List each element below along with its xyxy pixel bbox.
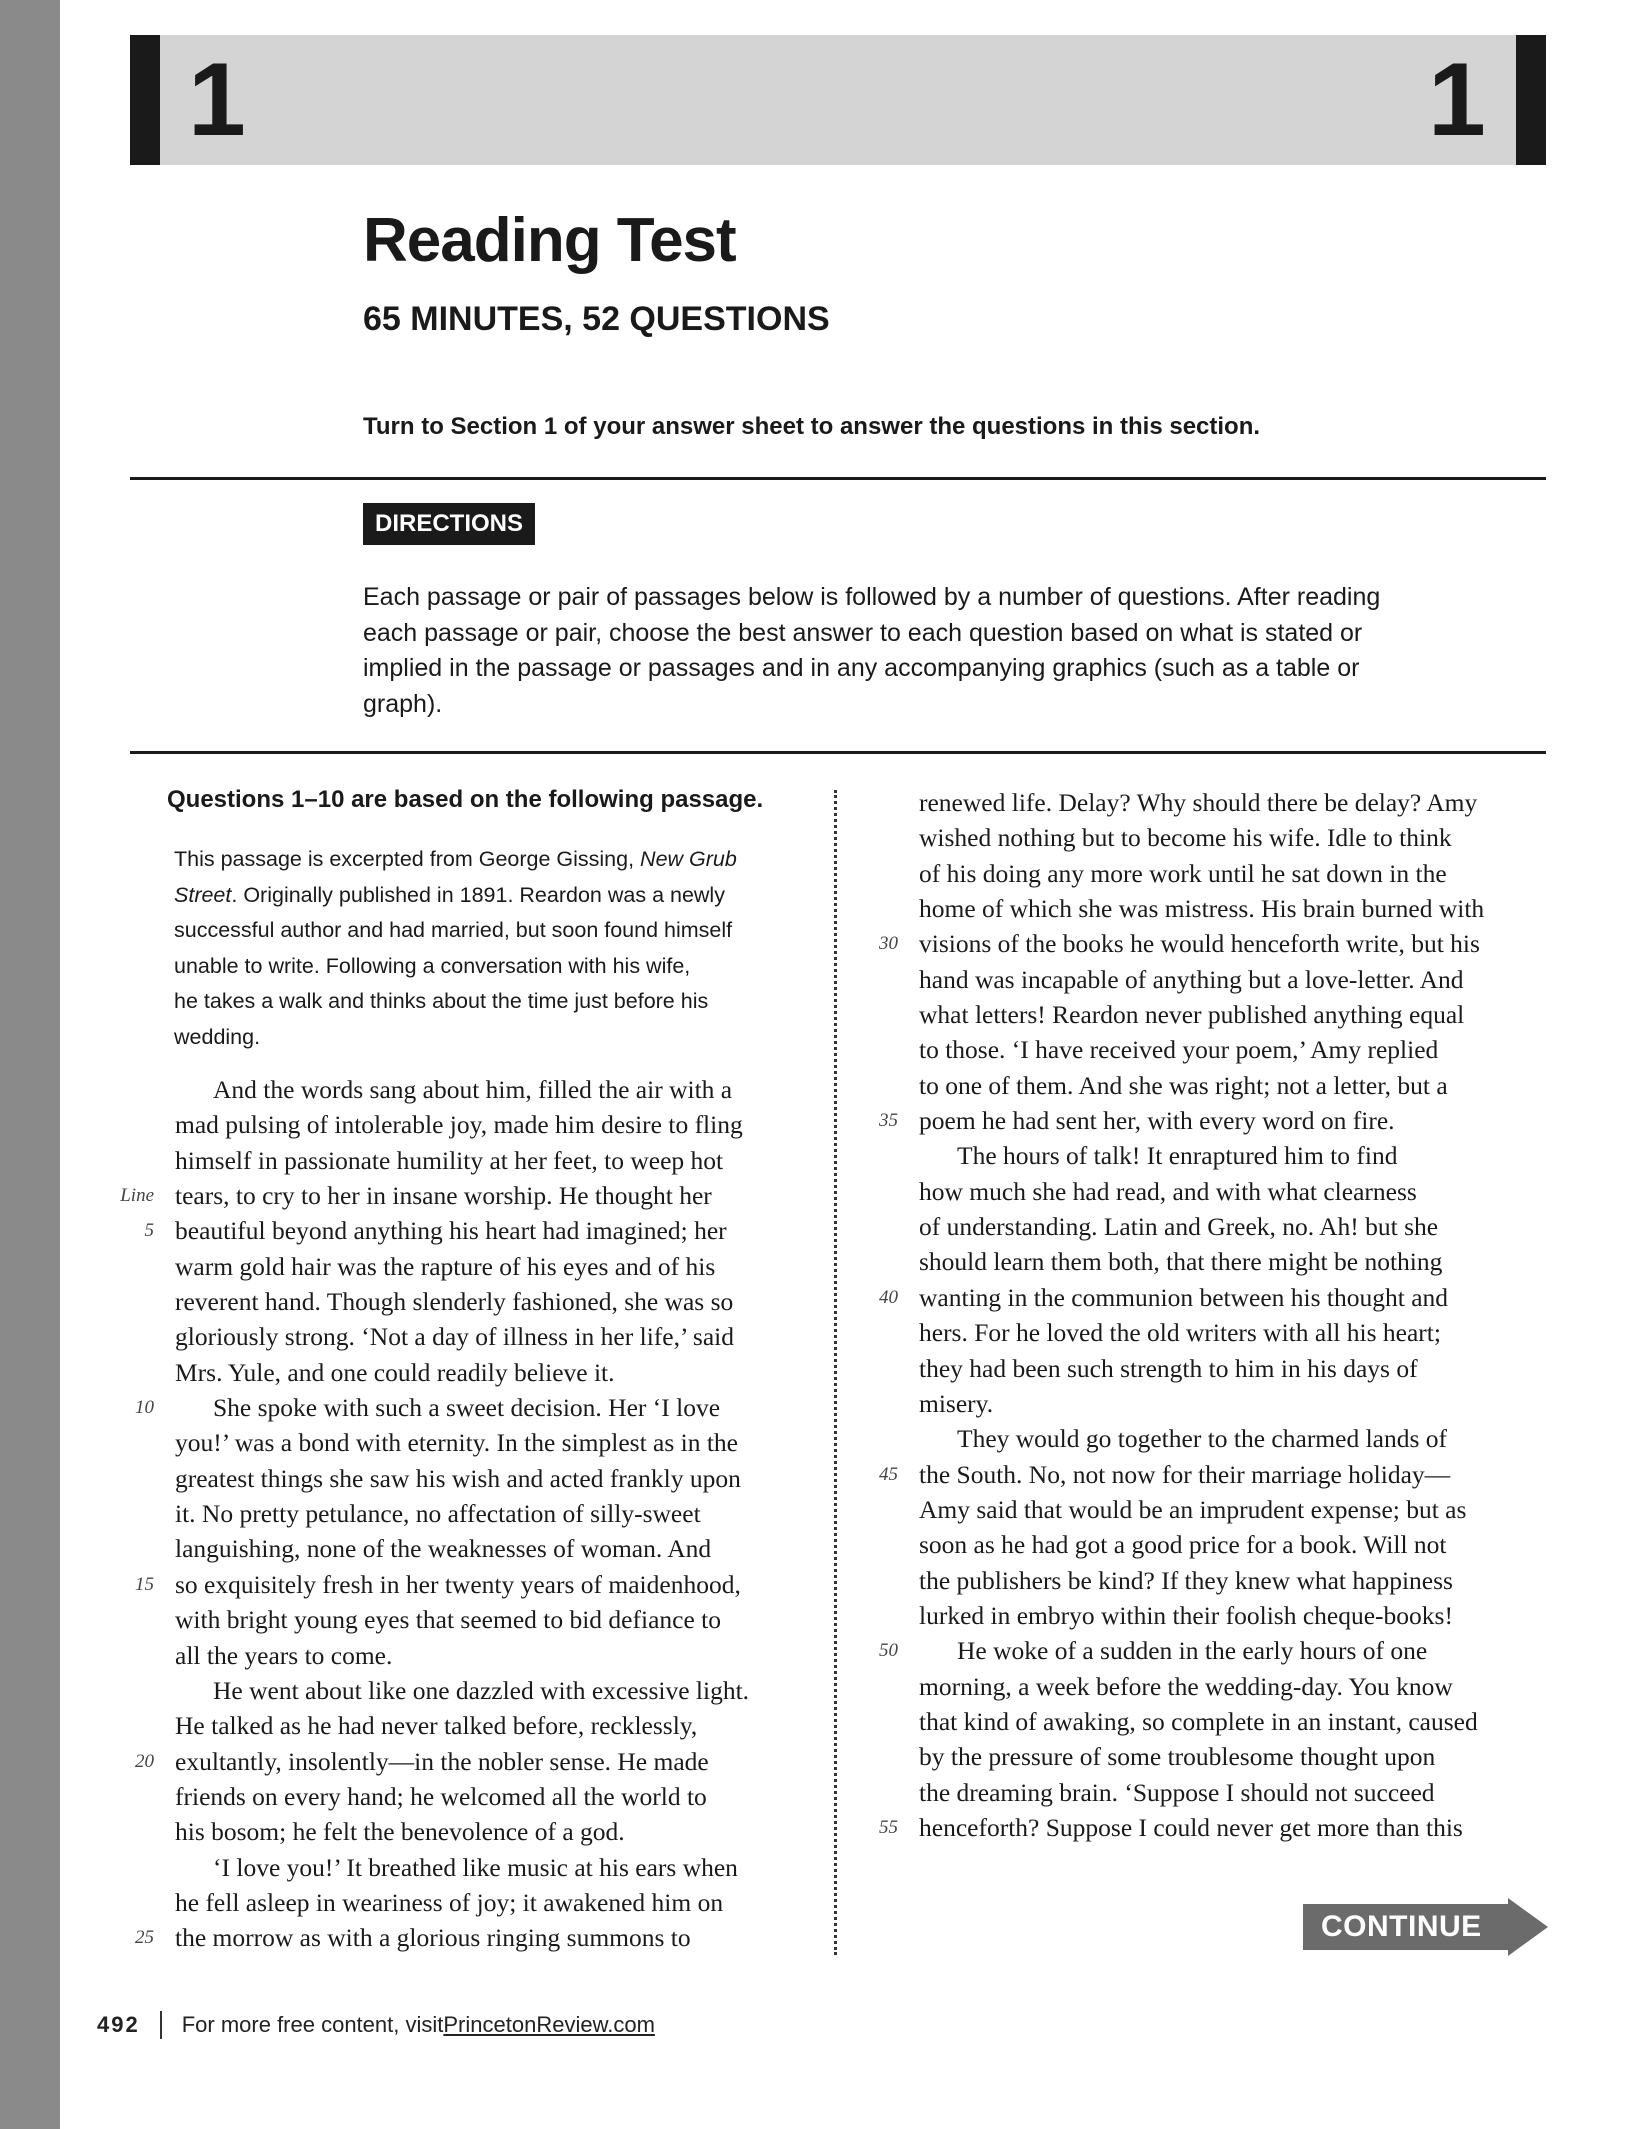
passage-line-text: he fell asleep in weariness of joy; it awakened him on [175, 1887, 724, 1917]
passage-line [175, 1885, 815, 1920]
passage-line [175, 1143, 815, 1178]
passage-line [144, 1213, 815, 1248]
passage-line [879, 1810, 1549, 1845]
passage-line-text: Mrs. Yule, and one could readily believe it. [175, 1357, 615, 1387]
footer-text: For more free content, visit [181, 2012, 444, 2037]
passage-line-text: morning, a week before the wedding-day. You know [919, 1671, 1453, 1701]
directions-line: each passage or pair, choose the best answer to each question based on what is stated or [363, 618, 1363, 647]
section-number-right: 1 [1428, 42, 1486, 158]
passage-line-text: it. No pretty petulance, no affectation of silly-sweet [175, 1499, 701, 1529]
source-text: he takes a walk and thinks about the time just before his [174, 989, 709, 1013]
passage-line [175, 1496, 815, 1531]
passage-line-text: exultantly, insolently—in the nobler sense. He made [175, 1746, 709, 1776]
line-number: 5 [144, 1220, 154, 1242]
passage-line [919, 1421, 1549, 1456]
passage-line [919, 962, 1549, 997]
passage-line [175, 1249, 815, 1284]
passage-line-text: henceforth? Suppose I could never get more than this [919, 1812, 1463, 1842]
passage-line [919, 1527, 1549, 1562]
passage-line-text: They would go together to the charmed lands of [957, 1424, 1448, 1454]
passage-line [879, 1103, 1549, 1138]
passage-column-right [879, 785, 1549, 1845]
passage-line [919, 856, 1549, 891]
passage-line [919, 785, 1549, 820]
header-bar-left [130, 35, 160, 165]
passage-line [919, 1138, 1549, 1173]
passage-line-text: He talked as he had never talked before, recklessly, [175, 1711, 698, 1741]
passage-line-text: his bosom; he felt the benevolence of a god. [175, 1817, 625, 1847]
passage-line-text: Amy said that would be an imprudent expense; but as [919, 1494, 1467, 1524]
passage-line-text: with bright young eyes that seemed to bid defiance to [175, 1605, 721, 1635]
source-text: wedding. [174, 1024, 261, 1049]
passage-line-text: mad pulsing of intolerable joy, made him desire to fling [175, 1110, 743, 1140]
passage-line-text: ‘I love you!’ It breathed like music at his ears when [213, 1852, 738, 1882]
passage-line [919, 820, 1549, 855]
source-text: . Originally published in 1891. Reardon was a newly [231, 882, 725, 907]
passage-line-text: tears, to cry to her in insane worship. He thought her [175, 1181, 712, 1211]
passage-line-text: himself in passionate humility at her feet, to weep hot [175, 1145, 724, 1175]
passage-line [919, 1704, 1549, 1739]
passage-line [919, 1174, 1549, 1209]
passage-line-text: renewed life. Delay? Why should there be delay? Amy [919, 788, 1478, 817]
passage-line [175, 1708, 815, 1743]
passage-line-text: to those. ‘I have received your poem,’ Amy replied [919, 1035, 1439, 1065]
passage-line-text: friends on every hand; he welcomed all the world to [175, 1781, 707, 1811]
passage-line-text: languishing, none of the weaknesses of woman. And [175, 1534, 712, 1564]
passage-line [175, 1461, 815, 1496]
passage-line [175, 1107, 815, 1142]
divider-top [130, 477, 1546, 480]
passage-line-text: what letters! Reardon never published anything equal [919, 1000, 1465, 1030]
passage-line-text: hers. For he loved the old writers with all his heart; [919, 1318, 1441, 1348]
passage-line-text: poem he had sent her, with every word on fire. [919, 1106, 1395, 1136]
passage-line [135, 1744, 815, 1779]
line-number: 55 [879, 1816, 898, 1838]
passage-line-text: soon as he had got a good price for a book. Will not [919, 1530, 1447, 1560]
line-label: Line [120, 1185, 154, 1207]
passage-line [175, 1602, 815, 1637]
passage-line [879, 926, 1549, 961]
passage-line-text: you!’ was a bond with eternity. In the simplest as in the [175, 1428, 739, 1458]
passage-line [919, 1209, 1549, 1244]
line-number: 30 [879, 933, 898, 955]
line-number: 40 [879, 1286, 898, 1308]
passage-line [175, 1284, 815, 1319]
passage-line-text: to one of them. And she was right; not a letter, but a [919, 1070, 1448, 1100]
page-subtitle: 65 MINUTES, 52 QUESTIONS [363, 300, 830, 338]
passage-line [175, 1673, 815, 1708]
source-text: This passage is excerpted from George Gissing, [174, 847, 641, 871]
passage-line-text: greatest things she saw his wish and acted frankly upon [175, 1463, 741, 1493]
line-number: 15 [135, 1573, 154, 1595]
line-number: 50 [879, 1640, 898, 1662]
page-edge-strip [0, 0, 60, 2129]
passage-line [175, 1638, 815, 1673]
passage-line [879, 1280, 1549, 1315]
passage-line-text: the publishers be kind? If they knew what happiness [919, 1565, 1453, 1595]
directions-label: DIRECTIONS [363, 503, 535, 545]
passage-line-text: wished nothing but to become his wife. Idle to think [919, 823, 1452, 853]
passage-line-text: She spoke with such a sweet decision. Her ‘I love [213, 1393, 721, 1423]
continue-label: CONTINUE [1321, 1910, 1482, 1943]
line-number: 35 [879, 1110, 898, 1132]
passage-line [175, 1531, 815, 1566]
passage-line [919, 1244, 1549, 1279]
footer-separator [160, 2011, 162, 2039]
passage-line [175, 1779, 815, 1814]
passage-line [919, 1068, 1549, 1103]
footer-link[interactable]: PrincetonReview.com [443, 2012, 655, 2037]
passage-line [919, 1598, 1549, 1633]
passage-line-text: home of which she was mistress. His brain burned with [919, 894, 1485, 924]
passage-line-text: that kind of awaking, so complete in an instant, caused [919, 1706, 1478, 1736]
column-divider [834, 790, 837, 1955]
source-text: unable to write. Following a conversation with his wife, [174, 953, 691, 978]
source-line [174, 949, 784, 985]
questions-intro: Questions 1–10 are based on the following passage. [167, 786, 764, 813]
passage-line [919, 1315, 1549, 1350]
passage-line-text: so exquisitely fresh in her twenty years of maidenhood, [175, 1569, 741, 1599]
continue-indicator [1303, 1898, 1548, 1956]
line-number: 25 [135, 1927, 154, 1949]
passage-line-text: should learn them both, that there might be nothing [919, 1247, 1443, 1277]
line-number: 20 [135, 1750, 154, 1772]
passage-line [175, 1850, 815, 1885]
passage-line-text: all the years to come. [175, 1640, 393, 1670]
passage-source-note [174, 842, 784, 1055]
passage-line-text: lurked in embryo within their foolish cheque-books! [919, 1600, 1453, 1630]
passage-column-left [120, 1072, 815, 1956]
passage-line-text: they had been such strength to him in his days of [919, 1353, 1418, 1383]
line-number: 10 [135, 1397, 154, 1419]
passage-line-text: He went about like one dazzled with excessive light. [213, 1675, 750, 1705]
section-number-left: 1 [188, 42, 246, 158]
passage-line [879, 1633, 1549, 1668]
passage-line-text: reverent hand. Though slenderly fashioned, she was so [175, 1287, 734, 1317]
passage-line [919, 1669, 1549, 1704]
passage-line [135, 1920, 815, 1955]
passage-line [175, 1814, 815, 1849]
passage-line-text: wanting in the communion between his thought and [919, 1282, 1449, 1312]
source-line [174, 842, 784, 878]
passage-line-text: visions of the books he would henceforth write, but his [919, 929, 1480, 959]
directions-line: Each passage or pair of passages below is followed by a number of questions. After reading [363, 583, 1381, 611]
passage-line-text: the South. No, not now for their marriage holiday— [919, 1459, 1451, 1489]
passage-line-text: of his doing any more work until he sat down in the [919, 858, 1447, 888]
directions-line: graph). [363, 689, 443, 718]
passage-line-text: The hours of talk! It enraptured him to find [957, 1141, 1398, 1171]
passage-line-text: warm gold hair was the rapture of his eyes and of his [175, 1251, 716, 1281]
passage-line [175, 1425, 815, 1460]
passage-line-text: the dreaming brain. ‘Suppose I should not succeed [919, 1777, 1435, 1807]
answer-sheet-instruction: Turn to Section 1 of your answer sheet to answer the questions in this section. [363, 413, 1261, 440]
directions-line: implied in the passage or passages and in any accompanying graphics (such as a table or [363, 654, 1360, 682]
passage-line [175, 1355, 815, 1390]
source-line [174, 878, 784, 914]
source-line [174, 913, 784, 949]
passage-line-text: of understanding. Latin and Greek, no. Ah! but she [919, 1212, 1439, 1242]
passage-line [175, 1319, 815, 1354]
passage-line-text: how much she had read, and with what clearness [919, 1176, 1417, 1206]
header-bar-right [1516, 35, 1546, 165]
passage-line [919, 1739, 1549, 1774]
passage-line [120, 1178, 815, 1213]
source-title-italic: Street [174, 882, 232, 907]
passage-line-text: And the words sang about him, filled the air with a [213, 1075, 733, 1104]
passage-line-text: the morrow as with a glorious ringing summons to [175, 1923, 691, 1953]
passage-line [919, 1563, 1549, 1598]
passage-line-text: by the pressure of some troublesome thought upon [919, 1742, 1436, 1772]
source-line [174, 1020, 784, 1056]
passage-line [879, 1457, 1549, 1492]
passage-line [919, 1775, 1549, 1810]
passage-line [919, 1032, 1549, 1067]
directions-text [363, 580, 1413, 722]
section-header-band [130, 35, 1546, 165]
passage-line [135, 1390, 815, 1425]
passage-line [175, 1072, 815, 1107]
passage-line-text: hand was incapable of anything but a love-letter. And [919, 964, 1464, 994]
passage-line-text: He woke of a sudden in the early hours of one [957, 1636, 1428, 1666]
passage-line [919, 1492, 1549, 1527]
passage-line [135, 1567, 815, 1602]
source-line [174, 984, 784, 1020]
line-number: 45 [879, 1463, 898, 1485]
page-number: 492 [97, 2012, 140, 2037]
passage-line [919, 1386, 1549, 1421]
passage-line [919, 891, 1549, 926]
passage-line-text: gloriously strong. ‘Not a day of illness in her life,’ said [175, 1322, 735, 1352]
source-text: successful author and had married, but soon found himself [174, 918, 733, 942]
passage-line [919, 997, 1549, 1032]
passage-line-text: beautiful beyond anything his heart had imagined; her [175, 1216, 727, 1246]
passage-line-text: misery. [919, 1388, 994, 1418]
page-footer [97, 2011, 655, 2039]
page-title: Reading Test [363, 206, 736, 275]
source-title-italic: New Grub [640, 847, 737, 871]
passage-line [919, 1351, 1549, 1386]
divider-bottom [130, 751, 1546, 754]
